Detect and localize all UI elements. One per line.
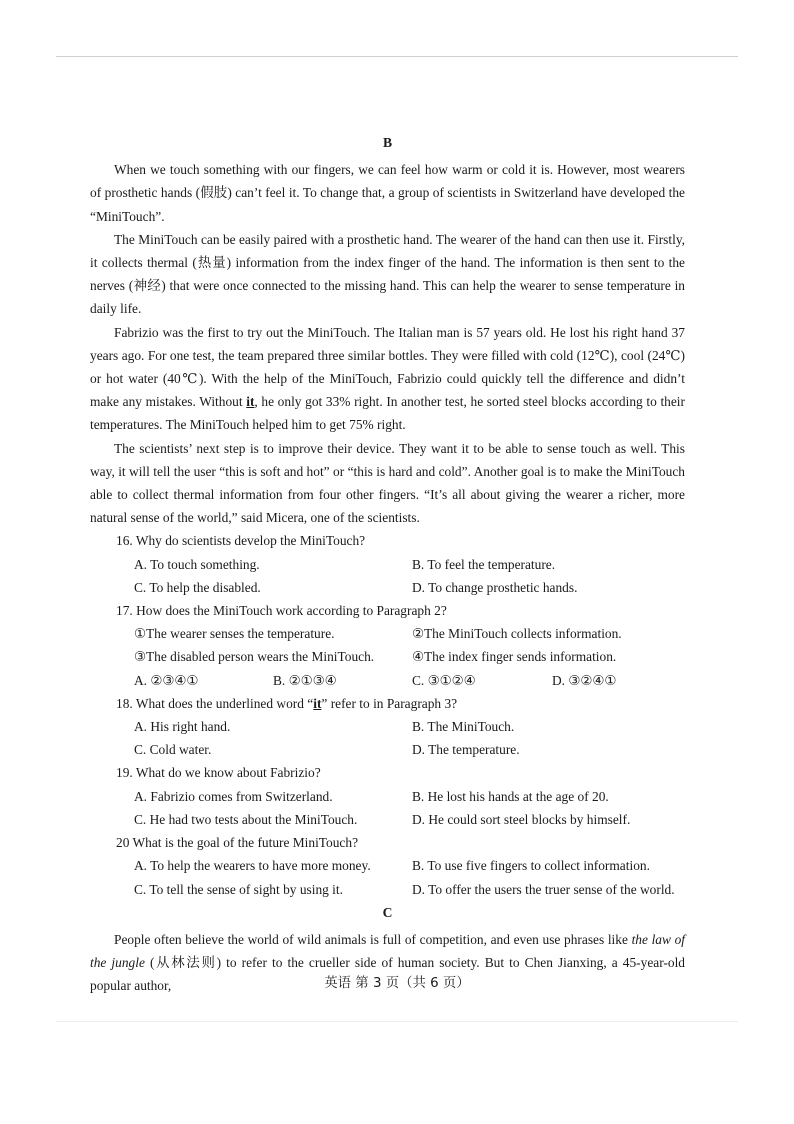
italic-phrase-law-of-the-jungle: the law of the jungle [90,931,685,971]
question-17-stem: 17. How does the MiniTouch work according to Paragraph 2? [116,603,447,619]
passage-b-paragraph-2: The MiniTouch can be easily paired with a prosthetic hand. The wearer of the hand can then use it. Firstly, it collects thermal (热量) information from the index finger of the hand. The information is then sent to the nerves (神经) that were once connected to the missing hand. This can help the wearer to sense temperature in daily life. [90,231,685,317]
question-17-option-a[interactable]: A. ②③④① [134,672,199,688]
passage-b-paragraph-3 [90,321,685,437]
question-17-option-b[interactable]: B. ②①③④ [273,672,337,688]
question-17-statement-1: ①The wearer senses the temperature. [134,626,335,642]
passage-b-paragraph-1: When we touch something with our fingers, we can feel how warm or cold it is. However, most wearers of prosthetic hands (假肢) can’t feel it. To change that, a group of scientists in Switzerland have developed the “MiniTouch”. [90,162,685,224]
question-16-option-d[interactable]: D. To change prosthetic hands. [412,579,578,595]
question-16-option-c[interactable]: C. To help the disabled. [134,579,261,595]
question-18-option-a[interactable]: A. His right hand. [134,719,231,735]
question-20-options [134,854,685,900]
question-19-option-a[interactable]: A. Fabrizio comes from Switzerland. [134,788,333,804]
question-18-options [134,715,685,761]
question-20-stem: 20 What is the goal of the future MiniTouch? [116,835,359,851]
section-b-heading: B [382,135,393,150]
question-18-stem [116,692,685,715]
question-17-option-d[interactable]: D. ③②④① [552,672,617,688]
bottom-divider [56,1021,738,1022]
question-19-option-b[interactable]: B. He lost his hands at the age of 20. [412,788,609,804]
question-18-option-d[interactable]: D. The temperature. [412,742,520,758]
passage-c-text-before: People often believe the world of wild animals is full of competition, and even use phrases like [114,931,632,947]
passage-b-paragraph-4: The scientists’ next step is to improve their device. They want it to be able to sense touch as well. This way, it will tell the user “this is soft and hot” or “this is hard and cold”. Another goal is to make the MiniTouch able to collect thermal information from four other fingers. “It’s all about giving the wearer a richer, more natural sense of the world,” said Micera, one of the scientists. [90,440,685,526]
paragraph-3-text-before: Fabrizio was the first to try out the MiniTouch. The Italian man is 57 years old. He lost his right hand 37 years ago. For one test, the team prepared three similar bottles. They were filled with cold (12℃), cool (24℃) or hot water (40℃). With the help of the MiniTouch, Fabrizio could quickly tell the difference and didn’t make any mistakes. Without [90,324,685,410]
question-17-statement-3: ③The disabled person wears the MiniTouch. [134,649,375,665]
question-18-stem-after: ” refer to in Paragraph 3? [321,695,458,711]
section-c-heading: C [382,904,393,920]
paragraph-3-text-after: , he only got 33% right. In another test, he sorted steel blocks according to their temperatures. The MiniTouch helped him to get 75% right. [90,394,685,433]
passage-c-text-after: (从林法则) to refer to the crueller side of human society. But to Chen Jianxing, a 45-year-old popular author, [90,955,685,994]
question-17-statement-2: ②The MiniTouch collects information. [412,626,622,642]
question-20-option-b[interactable]: B. To use five fingers to collect information. [412,858,650,874]
question-17-statements [134,622,685,668]
question-20-option-a[interactable]: A. To help the wearers to have more money. [134,858,371,874]
question-16-option-a[interactable]: A. To touch something. [134,556,260,572]
question-20-option-d[interactable]: D. To offer the users the truer sense of the world. [412,881,675,897]
question-18-option-b[interactable]: B. The MiniTouch. [412,719,515,735]
question-19-option-d[interactable]: D. He could sort steel blocks by himself. [412,811,631,827]
top-divider [56,56,738,57]
question-16-option-b[interactable]: B. To feel the temperature. [412,556,556,572]
question-16-options [134,553,685,599]
question-19-options [134,785,685,831]
question-19-stem: 19. What do we know about Fabrizio? [116,765,321,781]
question-18-underlined-it: it [313,695,322,711]
question-17-statement-4: ④The index finger sends information. [412,649,617,665]
question-19-option-c[interactable]: C. He had two tests about the MiniTouch. [134,811,358,827]
exam-page [90,131,685,998]
underlined-word-it: it [246,394,255,410]
question-20-option-c[interactable]: C. To tell the sense of sight by using it. [134,881,343,897]
question-16-stem: 16. Why do scientists develop the MiniTouch? [116,533,366,549]
question-17-option-c[interactable]: C. ③①②④ [412,672,476,688]
question-18-stem-before: 18. What does the underlined word “ [116,695,314,711]
question-18-option-c[interactable]: C. Cold water. [134,742,212,758]
page-footer: 英语 第 3 页（共 6 页） [324,976,470,991]
question-17-options [134,669,685,692]
